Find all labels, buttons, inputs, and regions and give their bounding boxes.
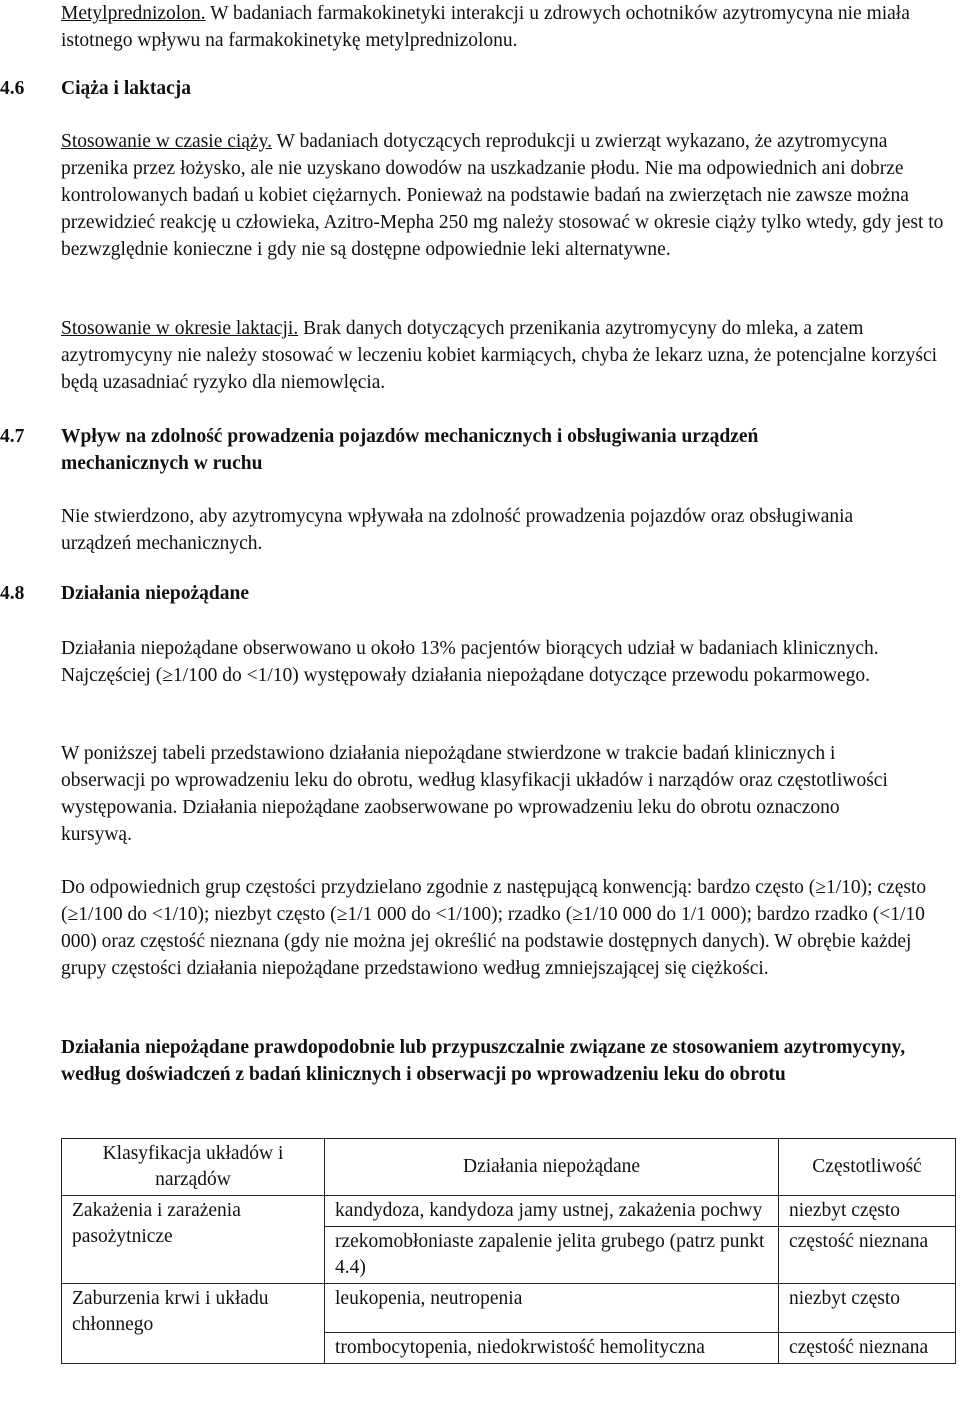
paragraph-pregnancy (61, 128, 951, 263)
effect-cell: trombocytopenia, niedokrwistość hemolityczna (325, 1333, 779, 1364)
paragraph-lactation (61, 315, 951, 396)
effect-cell: rzekomobłoniaste zapalenie jelita grubego (patrz punkt 4.4) (325, 1227, 779, 1284)
column-header-effect: Działania niepożądane (325, 1139, 779, 1196)
paragraph-text: W badaniach farmakokinetyki interakcji u zdrowych ochotników azytromycyna nie miała istotnego wpływu na farmakokinetykę metylprednizolonu. (61, 3, 910, 51)
section-number: 4.7 (0, 426, 25, 447)
column-header-frequency: Częstotliwość (779, 1139, 956, 1196)
table-row (62, 1196, 956, 1227)
frequency-cell: częstość nieznana (779, 1333, 956, 1364)
effect-cell: kandydoza, kandydoza jamy ustnej, zakażenia pochwy (325, 1196, 779, 1227)
paragraph-text: W badaniach dotyczących reprodukcji u zwierząt wykazano, że azytromycyna przenika przez łożysko, ale nie uzyskano dowodów na uszkadzanie płodu. Nie ma odpowiednich ani dobrze kontrolowanych badań u kobiet ciężarnych. Ponieważ na podstawie badań na zwierzętach nie zawsze można przewidzieć reakcję u człowieka, Azitro-Mepha 250 mg należy stosować w okresie ciąży tylko wtedy, gdy jest to bezwzględnie konieczne i gdy nie są dostępne odpowiednie leki alternatywne. (61, 131, 944, 260)
table-row (62, 1284, 956, 1333)
paragraph-adverse-intro: Działania niepożądane obserwowano u około 13% pacjentów biorących udział w badaniach klinicznych. Najczęściej (≥1/100 do <1/10) występowały działania niepożądane dotyczące przewodu pokarmowego. (61, 638, 879, 686)
section-title: Wpływ na zdolność prowadzenia pojazdów mechanicznych i obsługiwania urządzeń mechanicznych w ruchu (61, 426, 759, 474)
paragraph-title: Stosowanie w okresie laktacji. (61, 318, 299, 339)
section-4-7-heading (0, 423, 891, 477)
organ-cell: Zakażenia i zarażenia pasożytnicze (62, 1196, 325, 1284)
paragraph-frequency-convention: Do odpowiednich grup częstości przydzielano zgodnie z następującą konwencją: bardzo często (≥1/10); często (≥1/100 do <1/10); niezbyt często (≥1/1 000 do <1/100); rzadko (≥1/10 000 do 1/1 000); bardzo rzadko (<1/10 000) oraz częstość nieznana (gdy nie można jej określić na podstawie dostępnych danych). W obrębie każdej grupy częstości działania niepożądane przedstawiono według zmniejszającej się ciężkości. (61, 877, 927, 979)
section-number: 4.6 (0, 78, 25, 99)
frequency-cell: niezbyt często (779, 1284, 956, 1333)
section-number: 4.8 (0, 583, 25, 604)
table-heading: Działania niepożądane prawdopodobnie lub przypuszczalnie związane ze stosowaniem azytromycyny, według doświadczeń z badań klinicznych i obserwacji po wprowadzeniu leku do obrotu (61, 1037, 906, 1085)
paragraph-metylprednizolon (61, 0, 951, 54)
table-header-row (62, 1139, 956, 1196)
adverse-effects-table (61, 1138, 956, 1364)
paragraph-title: Metylprednizolon. (61, 3, 206, 24)
column-header-organ: Klasyfikacja układów i narządów (62, 1139, 325, 1196)
section-title: Działania niepożądane (61, 583, 249, 604)
effect-cell: leukopenia, neutropenia (325, 1284, 779, 1333)
section-4-8-heading (0, 580, 249, 607)
organ-cell: Zaburzenia krwi i układu chłonnego (62, 1284, 325, 1364)
paragraph-adverse-table-intro: W poniższej tabeli przedstawiono działania niepożądane stwierdzone w trakcie badań klinicznych i obserwacji po wprowadzeniu leku do obrotu, według klasyfikacji układów i narządów oraz częstotliwości występowania. Działania niepożądane zaobserwowane po wprowadzeniu leku do obrotu oznaczono kursywą. (61, 743, 888, 845)
section-4-6-heading (0, 75, 191, 102)
paragraph-title: Stosowanie w czasie ciąży. (61, 131, 272, 152)
paragraph-text: Brak danych dotyczących przenikania azytromycyny do mleka, a zatem azytromycyny nie należy stosować w leczeniu kobiet karmiących, chyba że lekarz uzna, że potencjalne korzyści będą uzasadniać ryzyko dla niemowlęcia. (61, 318, 938, 393)
frequency-cell: częstość nieznana (779, 1227, 956, 1284)
frequency-cell: niezbyt często (779, 1196, 956, 1227)
section-title: Ciąża i laktacja (61, 78, 191, 99)
paragraph-driving: Nie stwierdzono, aby azytromycyna wpływała na zdolność prowadzenia pojazdów oraz obsługiwania urządzeń mechanicznych. (61, 506, 854, 554)
